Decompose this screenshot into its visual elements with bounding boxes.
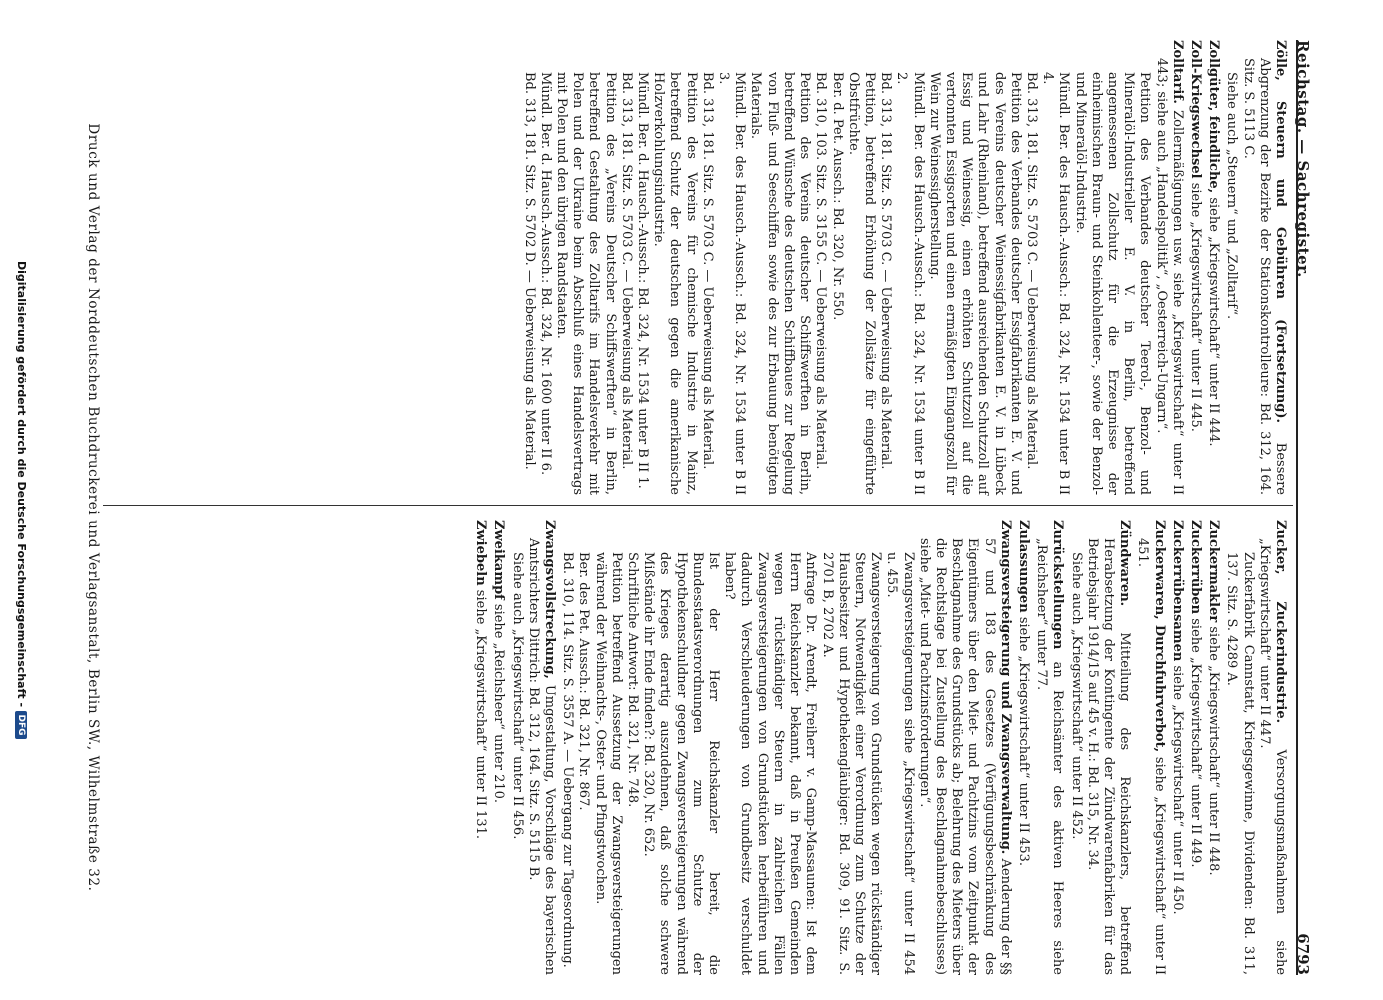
index-entry: [1187, 520, 1203, 975]
index-reference: siehe „Kriegswirtschaft“ unter II 131.: [473, 589, 489, 839]
index-entry: [1223, 40, 1288, 495]
index-keyword: Zündwaren.: [1117, 520, 1133, 607]
credit-text: Digitalisierung gefördert durch die Deutsche Forschungsgemeinschaft -: [15, 260, 28, 708]
index-reference: Mündl. Ber. des Hausch.-Aussch.: Bd. 324, Nr. 1534 unter B II 3.: [716, 72, 748, 495]
index-reference: Ber. des Pet. Aussch.: Bd. 321, Nr. 867.: [576, 552, 592, 811]
column-divider: [103, 505, 1293, 506]
index-reference: Bd. 313, 181. Sitz. S. 5703 C. — Ueberweisung als Material.: [1023, 72, 1039, 470]
index-keyword: Zurückstellungen: [1050, 520, 1066, 650]
index-reference: Mündl. Ber. d. Hausch.-Aussch.: Bd. 324, Nr. 1534 unter B II 1.: [635, 72, 651, 489]
index-reference: Petition des Verbandes deutscher Teerol-, Benzol- und Mineralöl-Industrieller E. V. in Berlin, betreffend angemessenen Zollschutz für die Erzeugnisse der einheimischen Braun- und Steinkohlenteer-, sowie der Benzol- und Mineralöl-Industrie.: [1072, 72, 1153, 495]
index-keyword: Zwiebeln: [473, 520, 489, 586]
index-reference: siehe „Kriegswirtschaft“ unter II 449.: [1187, 618, 1203, 868]
index-reference: siehe „Kriegswirtschaft“ unter II 448.: [1206, 626, 1222, 876]
index-reference: siehe „Kriegswirtschaft“ unter II 451.: [1135, 538, 1167, 975]
section-title: Reichstag. — Sachregister.: [1294, 40, 1312, 278]
index-reference: Siehe auch „Kriegswirtschaft“ unter II 452.: [1068, 552, 1084, 840]
index-entry: [1134, 520, 1166, 975]
index-reference: Zuckerfabrik Cannstatt, Kriegsgewinne, Dividenden: Bd. 311, 137. Sitz. S. 4289 A.: [1224, 552, 1256, 975]
index-keyword: Zweikampf: [491, 520, 507, 600]
index-reference: Bd. 310, 114. Sitz. S. 3557 A. — Uebergang zur Tagesordnung.: [560, 552, 576, 968]
index-entry: [1205, 520, 1221, 975]
index-reference: Petition des Verbandes deutscher Essigfabrikanten E. V. und des Vereins deutscher Weinessigfabrikanten E. V. in Lübeck und Lahr (Rheinland), betreffend ausreichenden Schutzzoll auf Essig und Weinessig, einen erhöhten Schutzzoll auf die vertonnten Essigsorten und einen ermäßigten Eingangszoll für Wein zur Weinessigherstellung.: [926, 72, 1023, 495]
index-reference: Siehe auch „Kriegswirtschaft“ unter II 456.: [509, 552, 525, 840]
index-entry: [1067, 520, 1132, 975]
index-reference: Siehe auch „Steuern“ und „Zolltarif“.: [1224, 72, 1240, 320]
index-keyword: Zuckermakler: [1206, 520, 1222, 623]
page-number: 6793: [1294, 933, 1312, 975]
index-keyword: Zucker, Zuckerindustrie.: [1273, 520, 1288, 724]
index-reference: Bd. 313, 181. Sitz. S. 5703 C. — Ueberweisung als Material.: [699, 72, 715, 470]
index-reference: Petition des Vereins deutscher Schiffswerften in Berlin, betreffend Wünsche des deutschen Schiffbaues zur Regelung von Fluß- und Seeschiffen sowie des zur Erbauung benötigten Materials.: [748, 72, 813, 495]
index-entry: [472, 520, 488, 975]
index-reference: siehe „Reichsheer“ unter 210.: [491, 603, 507, 804]
index-keyword: Zolltarif.: [1169, 40, 1185, 104]
index-reference: Zollermäßigungen usw. siehe „Kriegswirtschaft“ unter II 443; siehe auch „Handelspolitik“, „Oesterreich-Ungarn“.: [1153, 58, 1185, 495]
index-reference: Versorgungsmaßnahmen siehe „Kriegswirtschaft“ unter II 447.: [1256, 538, 1288, 976]
index-keyword: Zuckerrüben: [1187, 520, 1203, 615]
index-reference: siehe „Kriegswirtschaft“ unter II 445.: [1187, 182, 1203, 432]
index-reference: Anfrage Dr. Arendt, Freiherr v. Gamp-Massaunen: Ist dem Herrn Reichskanzler bekannt, daß in Preußen Gemeinden wegen rückständiger Steuern in zahlreichen Fällen Zwangsversteigerungen von Grundstücken herbeiführen und dadurch Verschleuderungen von Grundbesitz verschuldet haben?: [722, 552, 819, 975]
index-keyword: Zoll-Kriegswechsel: [1187, 40, 1203, 179]
index-entry: [1033, 520, 1065, 975]
index-reference: Bd. 313, 181. Sitz. S. 5703 C. — Ueberweisung als Material.: [618, 72, 634, 470]
printer-imprint: Druck und Verlag der Norddeutschen Buchdruckerei und Verlagsanstalt, Berlin SW., Wilhelmstraße 32.: [85, 123, 101, 892]
index-reference: Petition betreffend Aussetzung der Zwangsversteigerungen während der Weihnachts-, Oster- und Pfingstwochen.: [592, 552, 624, 975]
index-keyword: Zuckerrübensamen: [1169, 520, 1185, 662]
index-keyword: Zölle, Steuern und Gebühren (Fortsetzung).: [1273, 40, 1288, 423]
index-reference: Bd. 313, 181. Sitz. S. 5702 D. — Ueberweisung als Material.: [521, 72, 537, 470]
index-keyword: Zuckerwaren, Durchfuhrverbot,: [1151, 520, 1167, 753]
index-entry: [1187, 40, 1203, 495]
index-column-right: [470, 520, 1288, 975]
index-reference: Umgestaltung, Vorschläge des bayerischen Amtsrichters Dittrich: Bd. 312, 164. Sitz. S. 5115 B.: [525, 538, 558, 975]
index-reference: Mündl. Ber. des Hausch.-Aussch.: Bd. 324, Nr. 1534 unter B II 2.: [894, 72, 926, 495]
index-reference: Ist der Herr Reichskanzler bereit, die Bundesstaatsverordnungen zum Schutze der Hypothekenschuldner gegen Zwangsversteigerungen während des Krieges derartig auszudehnen, daß solche schwere Mißstände ihr Ende finden?: Bd. 320, Nr. 652.: [641, 552, 722, 975]
dfg-logo: DFG: [15, 711, 27, 739]
index-column-left: [518, 40, 1288, 495]
index-reference: Zwangsversteigerungen siehe „Kriegswirtschaft“ unter II 454 u. 455.: [884, 552, 916, 975]
index-entry: [1223, 520, 1288, 975]
index-entry: [490, 520, 506, 975]
index-keyword: Zwangsversteigerung und Zwangsverwaltung.: [997, 520, 1013, 855]
index-reference: Petition des „Vereins Deutscher Schiffswerften“ in Berlin, betreffend Gestaltung des Zolltarifs im Handelsverkehr mit Polen und der Ukraine beim Abschluß eines Handelsvertrags mit Polen und den übrigen Randstaaten.: [554, 72, 618, 495]
index-reference: siehe „Kriegswirtschaft“ unter II 450.: [1169, 665, 1185, 915]
index-reference: Bd. 310, 103. Sitz. S. 3155 C. — Ueberweisung als Material.: [813, 72, 829, 470]
index-reference: Aenderung der §§ 57 und 183 des Gesetzes (Verfügungsbeschränkung des Eigentümers über den Miet- und Pachtzins vom Zeitpunkt der Beschlagnahme des Grundstücks ab; Belehrung des Mieters über die Rechtslage bei Zustellung des Beschlagnahmebeschlusses) siehe „Miet- und Pachtzinsforderungen“.: [916, 538, 1013, 975]
index-reference: siehe „Kriegswirtschaft“ unter II 444.: [1206, 197, 1222, 447]
index-reference: Ber. d. Pet. Aussch.: Bd. 320, Nr. 550.: [829, 72, 845, 321]
index-reference: Mitteilung des Reichskanzlers, betreffend Herabsetzung der Kontingente der Zündwarenfabriken für das Betriebsjahr 1914/15 auf 45 v. H.: Bd. 315, Nr. 34.: [1084, 538, 1133, 975]
index-reference: Schriftliche Antwort: Bd. 321, Nr. 748.: [625, 552, 641, 808]
index-reference: Petition, betreffend Erhöhung der Zollsätze für eingeführte Obstfrüchte.: [845, 72, 877, 495]
index-entry: [1169, 520, 1185, 975]
index-entry: [1205, 40, 1221, 495]
page-header: [1288, 40, 1328, 975]
index-keyword: Zulassungen: [1015, 520, 1031, 613]
index-entry: [559, 520, 1013, 975]
index-reference: Mündl. Ber. des Hausch.-Aussch.: Bd. 324, Nr. 1534 unter B II 4.: [1040, 72, 1072, 495]
index-keyword: Zwangsvollstreckung,: [542, 520, 558, 679]
digitization-credit: [15, 0, 28, 1000]
index-reference: siehe „Kriegswirtschaft“ unter II 453.: [1015, 616, 1031, 867]
index-entry: [508, 520, 557, 975]
index-reference: Bessere Abgrenzung der Bezirke der Stationskontrolleure: Bd. 312, 164. Sitz. S. 5113 C.: [1240, 58, 1288, 495]
header-rule: [1296, 40, 1298, 975]
index-entry: [1015, 520, 1031, 975]
index-entry: [520, 40, 1184, 495]
index-reference: an Reichsämter des aktiven Heeres siehe „Reichsheer“ unter 77.: [1034, 538, 1066, 975]
index-keyword: Zollgüter, feindliche,: [1206, 40, 1222, 194]
index-reference: Petition des Vereins für chemische Industrie in Mainz, betreffend Schutz der deutschen gegen die amerikanische Holzverkohlungsindustrie.: [651, 72, 699, 495]
index-reference: Zwangsversteigerung von Grundstücken wegen rückständiger Steuern, Notwendigkeit einer Verordnung zum Schutze der Hausbesitzer und Hypothekengläubiger: Bd. 309, 91. Sitz. S. 2701 B, 2702 A.: [819, 552, 884, 975]
index-reference: Mündl. Ber. d. Hausch.-Aussch.: Bd. 324, Nr. 1600 unter II 6.: [537, 72, 553, 476]
index-reference: Bd. 313, 181. Sitz. S. 5703 C. — Ueberweisung als Material.: [878, 72, 894, 470]
